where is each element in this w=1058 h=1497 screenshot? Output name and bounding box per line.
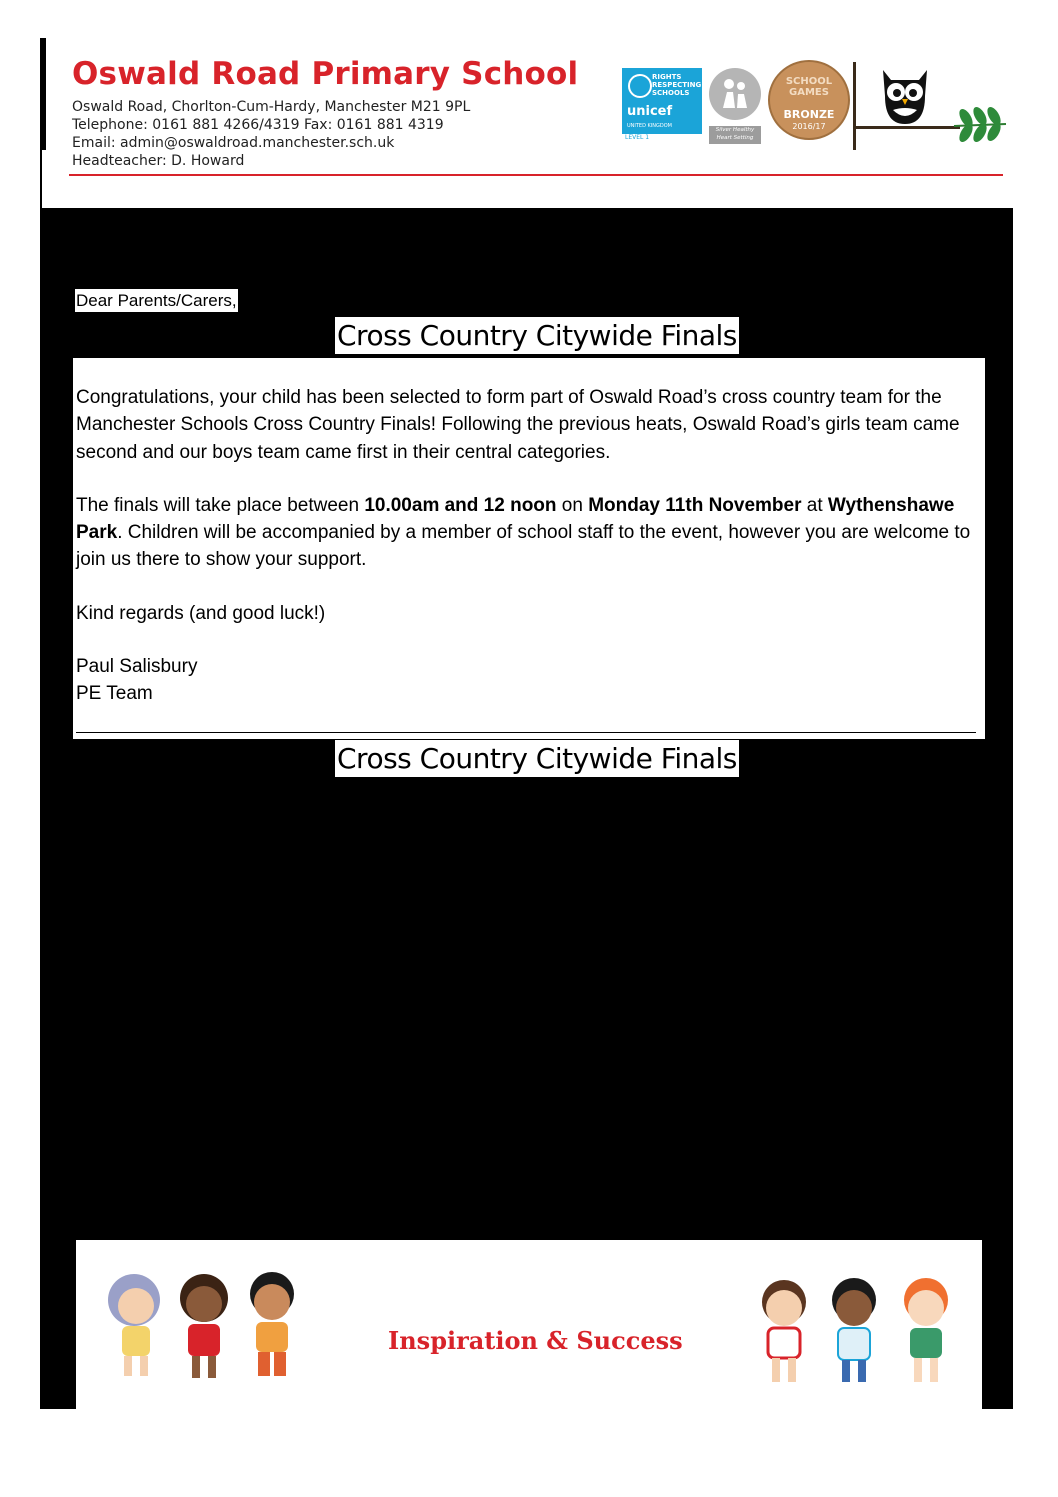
school-games-bronze-logo <box>768 60 850 140</box>
signature-name: Paul Salisbury <box>76 656 198 678</box>
event-location: Wythenshawe Park <box>76 494 955 544</box>
level-text: LEVEL 1 <box>625 134 650 141</box>
leaves-icon <box>952 102 1008 142</box>
owl-icon <box>875 66 935 128</box>
school-email: Email: admin@oswaldroad.manchester.sch.uk <box>72 135 395 151</box>
games-title: SCHOOL GAMES <box>785 76 833 98</box>
closing: Kind regards (and good luck!) <box>76 602 326 624</box>
school-headteacher: Headteacher: D. Howard <box>72 153 245 169</box>
healthy-heart-tag: Silver Healthy Heart Setting <box>709 126 761 144</box>
reply-slip-heading: Cross Country Citywide Finals <box>337 742 737 775</box>
children-left-illustration <box>96 1266 310 1384</box>
school-telephone: Telephone: 0161 881 4266/4319 Fax: 0161 881 4319 <box>72 117 444 133</box>
games-year: 2016/17 <box>792 122 826 131</box>
school-address: Oswald Road, Chorlton-Cum-Hardy, Manchester M21 9PL <box>72 99 471 115</box>
unicef-rights-respecting-logo <box>622 68 702 134</box>
left-margin-line <box>40 150 42 208</box>
letter-body <box>73 358 985 739</box>
school-name: Oswald Road Primary School <box>72 56 579 92</box>
event-time: 10.00am and 12 noon <box>364 494 557 516</box>
games-level: BRONZE <box>783 108 835 121</box>
footer-tagline: Inspiration & Success <box>388 1326 683 1355</box>
salutation: Dear Parents/Carers, <box>76 291 237 310</box>
header-divider <box>69 174 1003 176</box>
left-margin-bar <box>40 38 46 150</box>
event-date: Monday 11th November <box>588 494 802 516</box>
healthy-heart-logo <box>709 68 761 120</box>
unicef-sub-text: UNITED KINGDOM <box>627 123 672 129</box>
rights-respecting-text: RIGHTS RESPECTING SCHOOLS <box>652 73 702 97</box>
cut-line <box>76 732 976 733</box>
family-icon <box>709 68 761 120</box>
footer-banner <box>76 1240 982 1409</box>
unicef-text: unicef <box>627 104 673 119</box>
globe-icon <box>628 74 652 98</box>
branch-post <box>853 62 856 150</box>
children-right-illustration <box>746 1268 966 1390</box>
letter-paragraph-2: The finals will take place between 10.00am and 12 noon on Monday 11th November at Wythenshawe Park. Children will be accompanied by a member of school staff to the event, however you are welcome to join us there to show your support. <box>76 494 971 571</box>
signature-team: PE Team <box>76 683 153 705</box>
letter-heading: Cross Country Citywide Finals <box>337 319 737 352</box>
letter-paragraph-1: Congratulations, your child has been selected to form part of Oswald Road’s cross country team for the Manchester Schools Cross Country Finals! Following the previous heats, Oswald Road’s girls team came second and our boys team came first in their central categories. <box>76 387 960 463</box>
